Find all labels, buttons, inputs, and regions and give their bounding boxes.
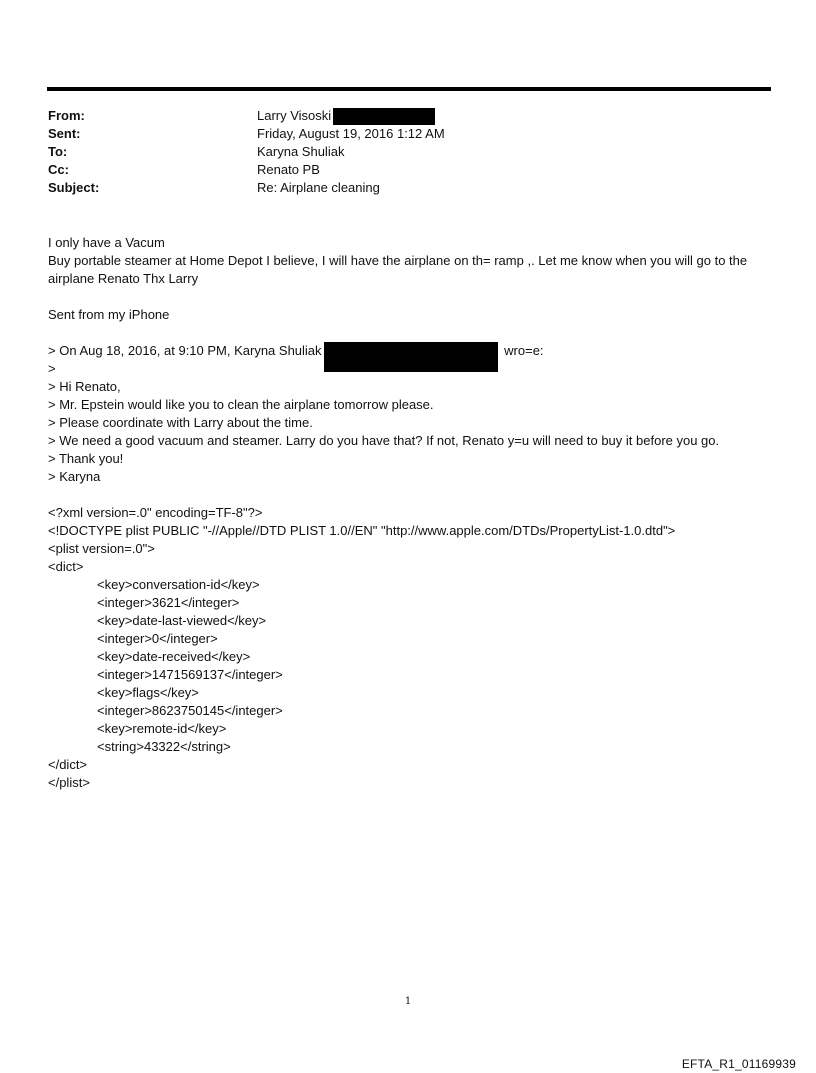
plist-dict-line: <integer>0</integer> <box>97 631 218 646</box>
subject-label: Subject: <box>48 180 100 195</box>
subject-row <box>48 179 768 197</box>
plist-line: </plist> <box>48 775 90 790</box>
body-line: I only have a Vacum <box>48 235 165 250</box>
signature-line: Sent from my iPhone <box>48 307 170 322</box>
quote-line: > Thank you! <box>48 451 124 466</box>
quote-line: > Please coordinate with Larry about the time. <box>48 415 313 430</box>
plist-dict-line: <integer>8623750145</integer> <box>97 703 283 718</box>
to-label: To: <box>48 144 68 159</box>
quote-header-suffix: wro=e: <box>500 343 544 358</box>
plist-line: <?xml version=.0" encoding=TF-8"?> <box>48 505 263 520</box>
plist-dict-line: <key>date-last-viewed</key> <box>97 613 267 628</box>
plist-dict-line: <key>flags</key> <box>97 685 199 700</box>
cc-row <box>48 161 768 179</box>
document-id: EFTA_R1_01169939 <box>681 1057 796 1071</box>
page-number: 1 <box>404 996 412 1007</box>
plist-dict-line: <string>43322</string> <box>97 739 231 754</box>
sent-row <box>48 125 768 143</box>
quote-header <box>48 342 768 360</box>
quote-line: > Karyna <box>48 469 101 484</box>
body-paragraph: Buy portable steamer at Home Depot I believe, I will have the airplane on th= ramp ,. Let me know when you will go to the airplane Renato Thx Larry <box>48 253 748 286</box>
sent-value: Friday, August 19, 2016 1:12 AM <box>257 126 445 141</box>
spacer <box>48 288 768 306</box>
email-header <box>48 107 768 197</box>
plist-line: <!DOCTYPE plist PUBLIC "-//Apple//DTD PLIST 1.0//EN" "http://www.apple.com/DTDs/PropertyList-1.0.dtd"> <box>48 523 676 538</box>
to-value: Karyna Shuliak <box>257 144 345 159</box>
plist-dict-line: <key>conversation-id</key> <box>97 577 260 592</box>
plist-dict-line: <key>remote-id</key> <box>97 721 227 736</box>
plist-line: <dict> <box>48 559 84 574</box>
redaction-box <box>333 108 435 125</box>
plist-line: <plist version=.0"> <box>48 541 155 556</box>
plist-dict-line: <key>date-received</key> <box>97 649 251 664</box>
sent-label: Sent: <box>48 126 81 141</box>
plist-dict-line: <integer>1471569137</integer> <box>97 667 283 682</box>
quote-line: > <box>48 361 56 376</box>
top-rule <box>47 87 771 91</box>
cc-value: Renato PB <box>257 162 320 177</box>
from-row <box>48 107 768 125</box>
quote-line: > We need a good vacuum and steamer. Larry do you have that? If not, Renato y=u will need to buy it before you go. <box>48 433 720 448</box>
redaction-box <box>324 342 498 372</box>
plist-dict-line: <integer>3621</integer> <box>97 595 240 610</box>
quote-line: > Hi Renato, <box>48 379 121 394</box>
spacer <box>48 486 768 504</box>
from-name: Larry Visoski <box>257 108 332 123</box>
from-value <box>257 107 435 125</box>
email-body <box>48 234 768 792</box>
to-row <box>48 143 768 161</box>
quote-header-prefix: > On Aug 18, 2016, at 9:10 PM, Karyna Shuliak <box>48 343 322 358</box>
plist-line: </dict> <box>48 757 88 772</box>
quote-line: > Mr. Epstein would like you to clean the airplane tomorrow please. <box>48 397 434 412</box>
spacer <box>48 324 768 342</box>
from-label: From: <box>48 108 85 123</box>
cc-label: Cc: <box>48 162 69 177</box>
subject-value: Re: Airplane cleaning <box>257 180 380 195</box>
